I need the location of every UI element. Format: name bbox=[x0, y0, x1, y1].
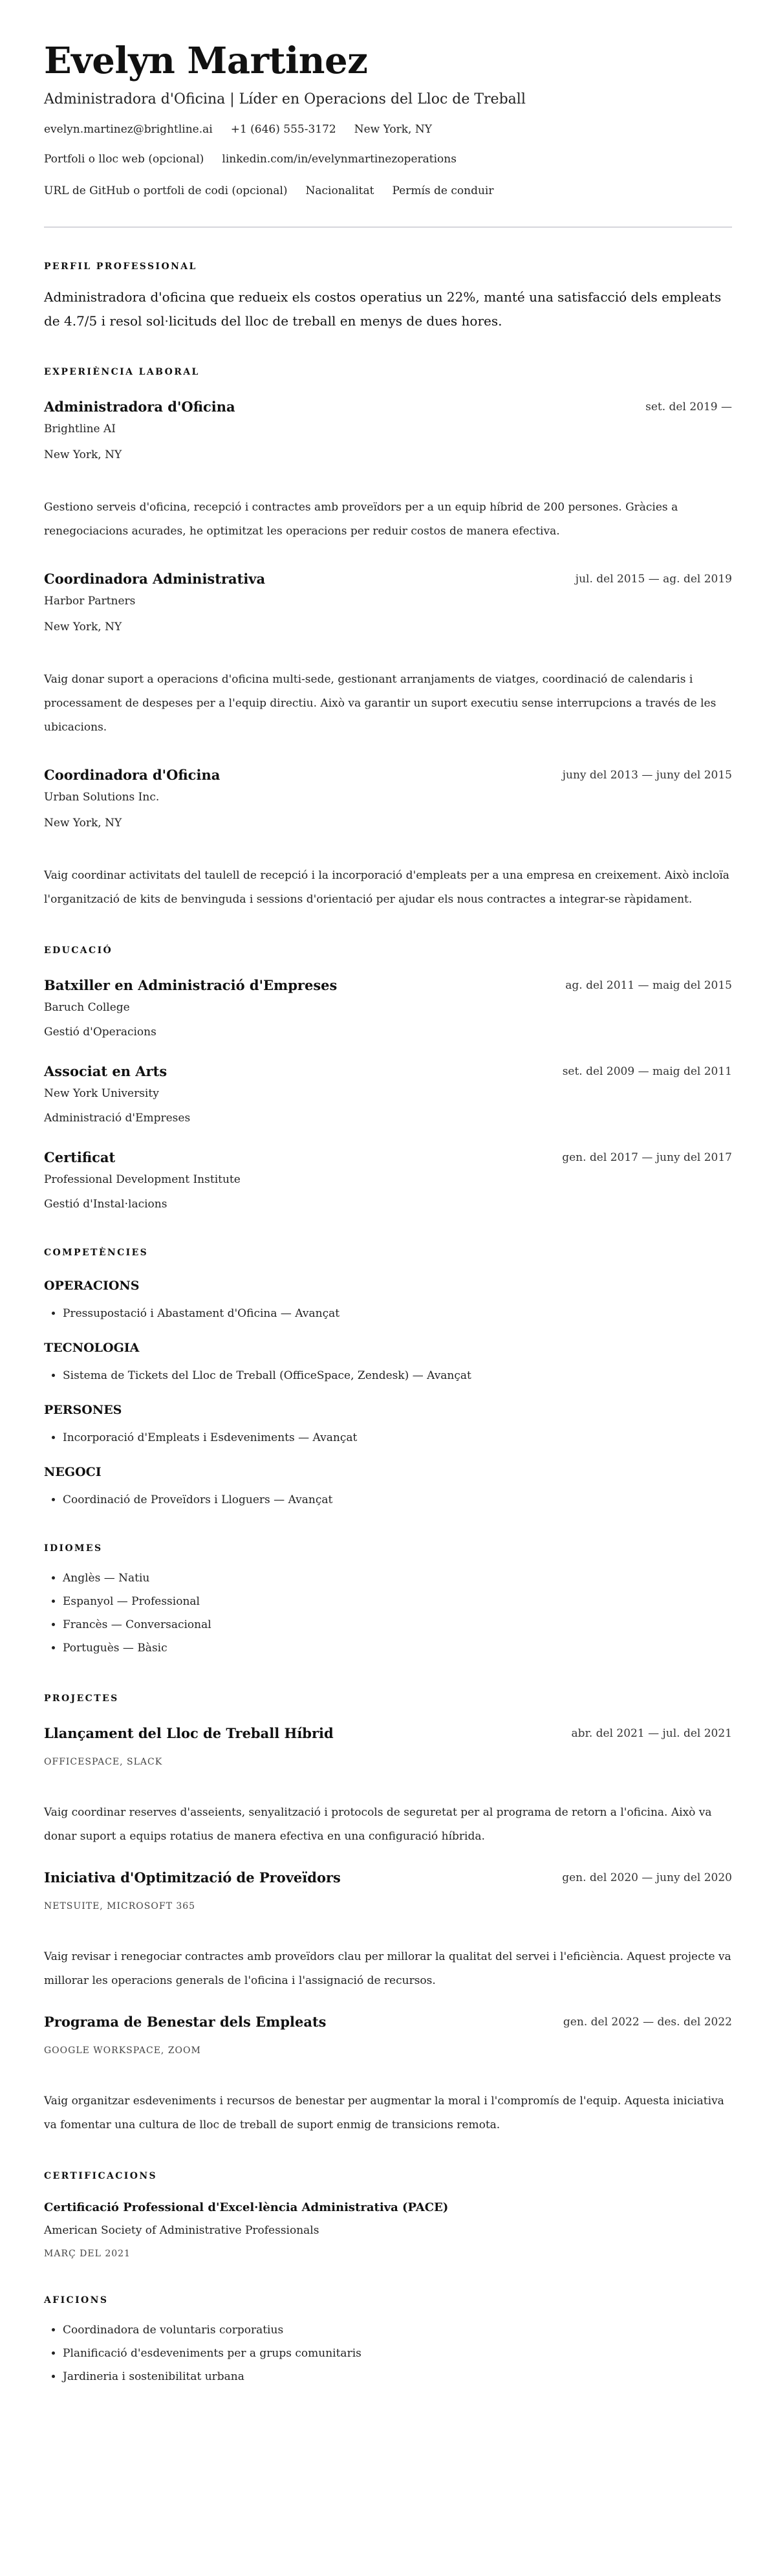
skill-category: OPERACIONS bbox=[44, 1279, 140, 1293]
candidate-name: Evelyn Martinez bbox=[44, 39, 368, 82]
project-entry bbox=[44, 1724, 732, 1849]
skill-item: • Pressupostació i Abastament d'Oficina — Avançat bbox=[63, 1304, 732, 1323]
job-title: Coordinadora Administrativa bbox=[44, 571, 266, 587]
section-heading: EXPERIÈNCIA LABORAL bbox=[44, 367, 200, 377]
project-description: Vaig revisar i renegociar contractes amb proveïdors clau per millorar la qualitat del servei i l'eficiència. Aquest projecte va millorar les operacions generals de l'oficina i l'assignació de recursos. bbox=[44, 1950, 731, 1987]
job-location: New York, NY bbox=[44, 448, 122, 461]
school-name: Professional Development Institute bbox=[44, 1173, 241, 1186]
field-of-study: Administració d'Empreses bbox=[44, 1112, 191, 1125]
contact-row bbox=[44, 120, 732, 139]
job-description: Vaig donar suport a operacions d'oficina multi-sede, gestionant arranjaments de viatges, coordinació de calendaris i processament de despeses per a l'equip directiu. Això va garantir un suport executiu sense interrupcions a través de les ubicacions. bbox=[44, 673, 717, 734]
candidate-headline: Administradora d'Oficina | Líder en Operacions del Lloc de Treball bbox=[44, 91, 526, 107]
contact-nationality: Nacionalitat bbox=[305, 184, 374, 197]
skill-item: • Incorporació d'Empleats i Esdeveniments — Avançat bbox=[63, 1428, 732, 1448]
project-tech: NETSUITE, MICROSOFT 365 bbox=[44, 1901, 196, 1911]
project-date: abr. del 2021 — jul. del 2021 bbox=[571, 1727, 732, 1740]
education-entry bbox=[44, 976, 732, 1042]
hobby-item: • Planificació d'esdeveniments per a grups comunitaris bbox=[63, 2342, 732, 2365]
contact-portfolio[interactable]: Portfoli o lloc web (opcional) bbox=[44, 153, 204, 166]
skill-list bbox=[44, 1428, 732, 1448]
skill-item: • Sistema de Tickets del Lloc de Treball (OfficeSpace, Zendesk) — Avançat bbox=[63, 1366, 732, 1385]
contact-row bbox=[44, 149, 732, 169]
job-company: Brightline AI bbox=[44, 423, 116, 435]
resume-header bbox=[44, 41, 732, 201]
language-item: • Portuguès — Bàsic bbox=[63, 1636, 732, 1660]
education-date: ag. del 2011 — maig del 2015 bbox=[565, 979, 732, 992]
education-date: gen. del 2017 — juny del 2017 bbox=[562, 1151, 732, 1164]
project-description: Vaig organitzar esdeveniments i recursos de benestar per augmentar la moral i l'compromís de l'equip. Aquesta iniciativa va fomentar una cultura de lloc de treball de suport enmig de transicions remota. bbox=[44, 2095, 724, 2131]
job-description: Vaig coordinar activitats del taulell de recepció i la incorporació d'empleats per a una empresa en creixement. Això incloïa l'organització de kits de benvinguda i sessions d'orientació per ajudar els nous contractes a integrar-se ràpidament. bbox=[44, 869, 729, 906]
education-entry bbox=[44, 1062, 732, 1128]
education-section bbox=[44, 944, 732, 1214]
certifications-section bbox=[44, 2170, 732, 2262]
section-heading: IDIOMES bbox=[44, 1543, 103, 1554]
project-title: Llançament del Lloc de Treball Híbrid bbox=[44, 1725, 334, 1741]
project-tech: OFFICESPACE, SLACK bbox=[44, 1757, 163, 1767]
job-title: Administradora d'Oficina bbox=[44, 399, 235, 415]
skill-list bbox=[44, 1490, 732, 1510]
contact-email[interactable]: evelyn.martinez@brightline.ai bbox=[44, 123, 213, 136]
skill-item: • Coordinació de Proveïdors i Lloguers — Avançat bbox=[63, 1490, 732, 1510]
hobby-item: • Coordinadora de voluntaris corporatius bbox=[63, 2318, 732, 2342]
certification-date: MARÇ DEL 2021 bbox=[44, 2249, 131, 2259]
project-date: gen. del 2020 — juny del 2020 bbox=[562, 1871, 732, 1884]
project-description: Vaig coordinar reserves d'asseients, senyalització i protocols de seguretat per al programa de retorn a l'oficina. Això va donar suport a equips rotatius de manera efectiva en una configuració híbrida. bbox=[44, 1806, 712, 1843]
project-title: Programa de Benestar dels Empleats bbox=[44, 2014, 327, 2030]
contact-location: New York, NY bbox=[354, 123, 432, 136]
certification-title: Certificació Professional d'Excel·lència Administrativa (PACE) bbox=[44, 2201, 449, 2214]
project-title: Iniciativa d'Optimització de Proveïdors bbox=[44, 1869, 341, 1886]
job-entry bbox=[44, 397, 732, 544]
language-item: • Francès — Conversacional bbox=[63, 1613, 732, 1636]
job-date: juny del 2013 — juny del 2015 bbox=[562, 769, 732, 782]
hobby-item: • Jardineria i sostenibilitat urbana bbox=[63, 2365, 732, 2388]
education-entry bbox=[44, 1148, 732, 1214]
project-entry bbox=[44, 2012, 732, 2137]
skills-section bbox=[44, 1246, 732, 1510]
header-divider bbox=[44, 226, 732, 228]
hobbies-section bbox=[44, 2294, 732, 2388]
hobby-list bbox=[44, 2318, 732, 2388]
education-date: set. del 2009 — maig del 2011 bbox=[562, 1065, 732, 1078]
summary-text: Administradora d'oficina que redueix els costos operatius un 22%, manté una satisfacció dels empleats de 4.7/5 i resol sol·licituds del lloc de treball en menys de dues hores. bbox=[44, 289, 722, 329]
degree-title: Certificat bbox=[44, 1149, 116, 1165]
job-entry bbox=[44, 765, 732, 912]
section-heading: COMPETÈNCIES bbox=[44, 1248, 149, 1258]
project-date: gen. del 2022 — des. del 2022 bbox=[563, 2016, 732, 2029]
section-heading: PROJECTES bbox=[44, 1693, 119, 1704]
job-company: Urban Solutions Inc. bbox=[44, 791, 160, 804]
degree-title: Batxiller en Administració d'Empreses bbox=[44, 977, 338, 993]
skill-list bbox=[44, 1366, 732, 1385]
section-heading: PERFIL PROFESSIONAL bbox=[44, 261, 197, 272]
contact-row bbox=[44, 181, 732, 201]
section-heading: AFICIONS bbox=[44, 2295, 109, 2306]
job-description: Gestiono serveis d'oficina, recepció i contractes amb proveïdors per a un equip híbrid de 200 persones. Gràcies a renegociacions acurades, he optimitzat les operacions per reduir costos de manera efectiva. bbox=[44, 501, 678, 538]
experience-section bbox=[44, 366, 732, 912]
language-item: • Espanyol — Professional bbox=[63, 1590, 732, 1613]
job-title: Coordinadora d'Oficina bbox=[44, 767, 221, 783]
languages-section bbox=[44, 1542, 732, 1660]
field-of-study: Gestió d'Operacions bbox=[44, 1026, 156, 1039]
job-location: New York, NY bbox=[44, 621, 122, 633]
contact-phone[interactable]: +1 (646) 555-3172 bbox=[230, 123, 336, 136]
certification-issuer: American Society of Administrative Professionals bbox=[44, 2224, 319, 2237]
contact-linkedin[interactable]: linkedin.com/in/evelynmartinezoperations bbox=[222, 153, 457, 166]
projects-section bbox=[44, 1692, 732, 2137]
job-date: set. del 2019 — bbox=[645, 401, 732, 413]
project-tech: GOOGLE WORKSPACE, ZOOM bbox=[44, 2045, 201, 2056]
skill-category: TECNOLOGIA bbox=[44, 1341, 140, 1355]
degree-title: Associat en Arts bbox=[44, 1063, 167, 1079]
job-entry bbox=[44, 569, 732, 740]
job-company: Harbor Partners bbox=[44, 595, 136, 608]
section-heading: CERTIFICACIONS bbox=[44, 2171, 158, 2181]
summary-section bbox=[44, 260, 732, 333]
job-date: jul. del 2015 — ag. del 2019 bbox=[575, 573, 732, 586]
school-name: Baruch College bbox=[44, 1001, 130, 1014]
project-entry bbox=[44, 1868, 732, 1993]
field-of-study: Gestió d'Instal·lacions bbox=[44, 1198, 167, 1211]
skill-category: PERSONES bbox=[44, 1403, 122, 1417]
language-item: • Anglès — Natiu bbox=[63, 1567, 732, 1590]
language-list bbox=[44, 1567, 732, 1660]
skill-list bbox=[44, 1304, 732, 1323]
contact-github[interactable]: URL de GitHub o portfoli de codi (opcional) bbox=[44, 184, 288, 197]
school-name: New York University bbox=[44, 1087, 159, 1100]
job-location: New York, NY bbox=[44, 817, 122, 830]
section-heading: EDUCACIÓ bbox=[44, 945, 113, 956]
contact-driving-license: Permís de conduir bbox=[392, 184, 494, 197]
certification-entry bbox=[44, 2198, 732, 2262]
skill-category: NEGOCI bbox=[44, 1465, 102, 1479]
